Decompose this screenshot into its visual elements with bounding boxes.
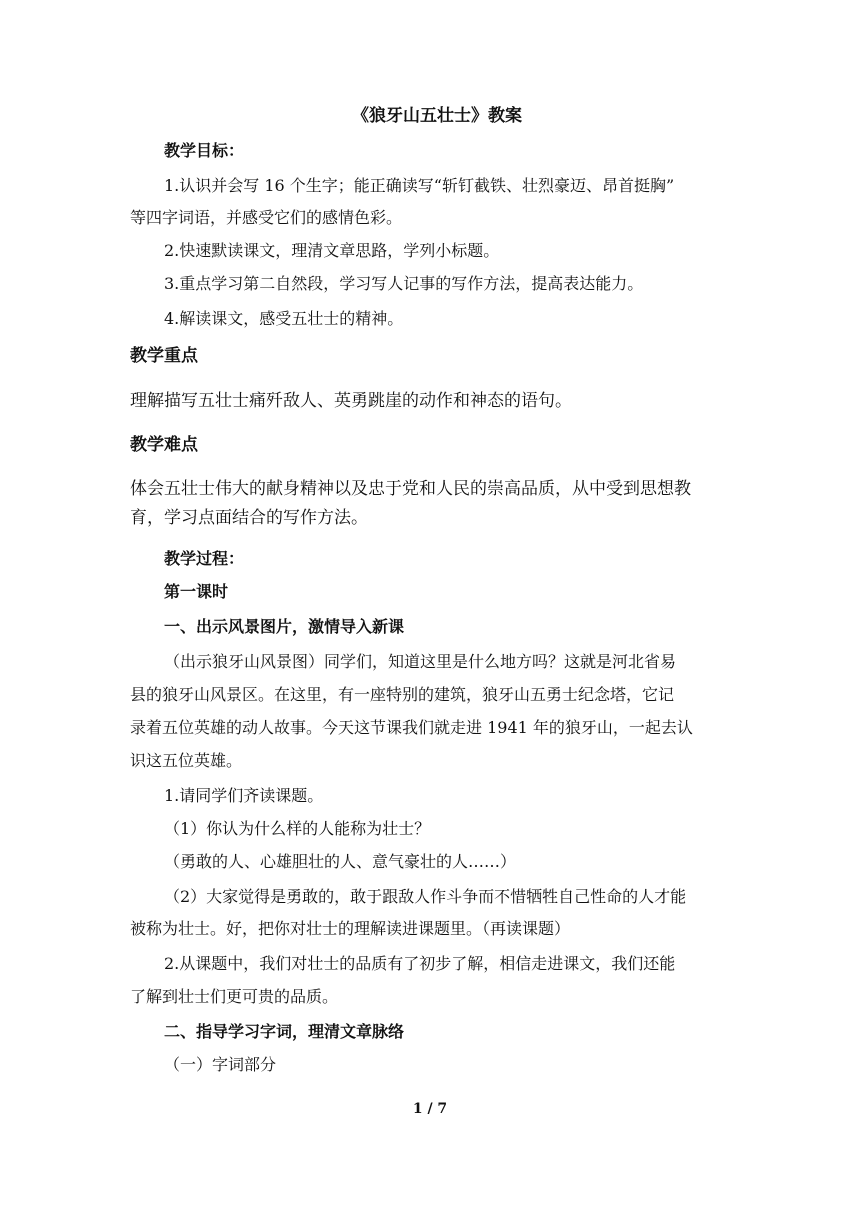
- step-2-line-1: 2.从课题中，我们对壮士的品质有了初步了解，相信走进课文，我们还能: [164, 954, 676, 973]
- intro-para-line-4: 识这五位英雄。: [130, 751, 243, 770]
- intro-para-line-3: 录着五位英雄的动人故事。今天这节课我们就走进 1941 年的狼牙山，一起去认: [130, 718, 693, 737]
- section-1-heading: 一、出示风景图片，激情导入新课: [164, 617, 405, 636]
- objective-1-line-1: 1.认识并会写 16 个生字；能正确读写“斩钉截铁、壮烈豪迈、昂首挺胸”: [164, 176, 675, 195]
- lesson-label: 第一课时: [164, 582, 229, 601]
- difficulties-line-1: 体会五壮士伟大的献身精神以及忠于党和人民的崇高品质，从中受到思想教: [130, 479, 691, 499]
- page-indicator: 1 / 7: [412, 1101, 448, 1117]
- objectives-heading: 教学目标：: [164, 141, 245, 160]
- process-heading: 教学过程：: [164, 549, 245, 568]
- section-2-heading: 二、指导学习字词，理清文章脉络: [164, 1022, 405, 1041]
- step-2-line-2: 了解到壮士们更可贵的品质。: [130, 987, 339, 1006]
- difficulties-heading: 教学难点: [130, 435, 198, 455]
- key-points-text: 理解描写五壮士痛歼敌人、英勇跳崖的动作和神态的语句。: [130, 391, 572, 411]
- question-1: （1）你认为什么样的人能称为壮士？: [164, 819, 431, 838]
- objective-1-line-2: 等四字词语，并感受它们的感情色彩。: [130, 208, 403, 227]
- objective-3: 3.重点学习第二自然段，学习写人记事的写作方法，提高表达能力。: [164, 274, 644, 293]
- objective-2: 2.快速默读课文，理清文章思路，学列小标题。: [164, 241, 500, 260]
- page-title: 《狼牙山五壮士》教案: [352, 106, 522, 126]
- question-2-line-2: 被称为壮士。好，把你对壮士的理解读进课题里。（再读课题）: [130, 919, 571, 938]
- step-1: 1.请同学们齐读课题。: [164, 786, 324, 805]
- difficulties-line-2: 育，学习点面结合的写作方法。: [130, 508, 368, 528]
- section-2-sub-1: （一）字词部分: [164, 1055, 277, 1074]
- question-2-line-1: （2）大家觉得是勇敢的，敢于跟敌人作斗争而不惜牺牲自己性命的人才能: [164, 887, 687, 906]
- intro-para-line-2: 县的狼牙山风景区。在这里，有一座特别的建筑，狼牙山五勇士纪念塔，它记: [130, 685, 675, 704]
- key-points-heading: 教学重点: [130, 346, 198, 366]
- answer-1: （勇敢的人、心雄胆壮的人、意气豪壮的人……）: [164, 852, 517, 871]
- objective-4: 4.解读课文，感受五壮士的精神。: [164, 309, 404, 328]
- intro-para-line-1: （出示狼牙山风景图）同学们，知道这里是什么地方吗？这就是河北省易: [164, 652, 677, 671]
